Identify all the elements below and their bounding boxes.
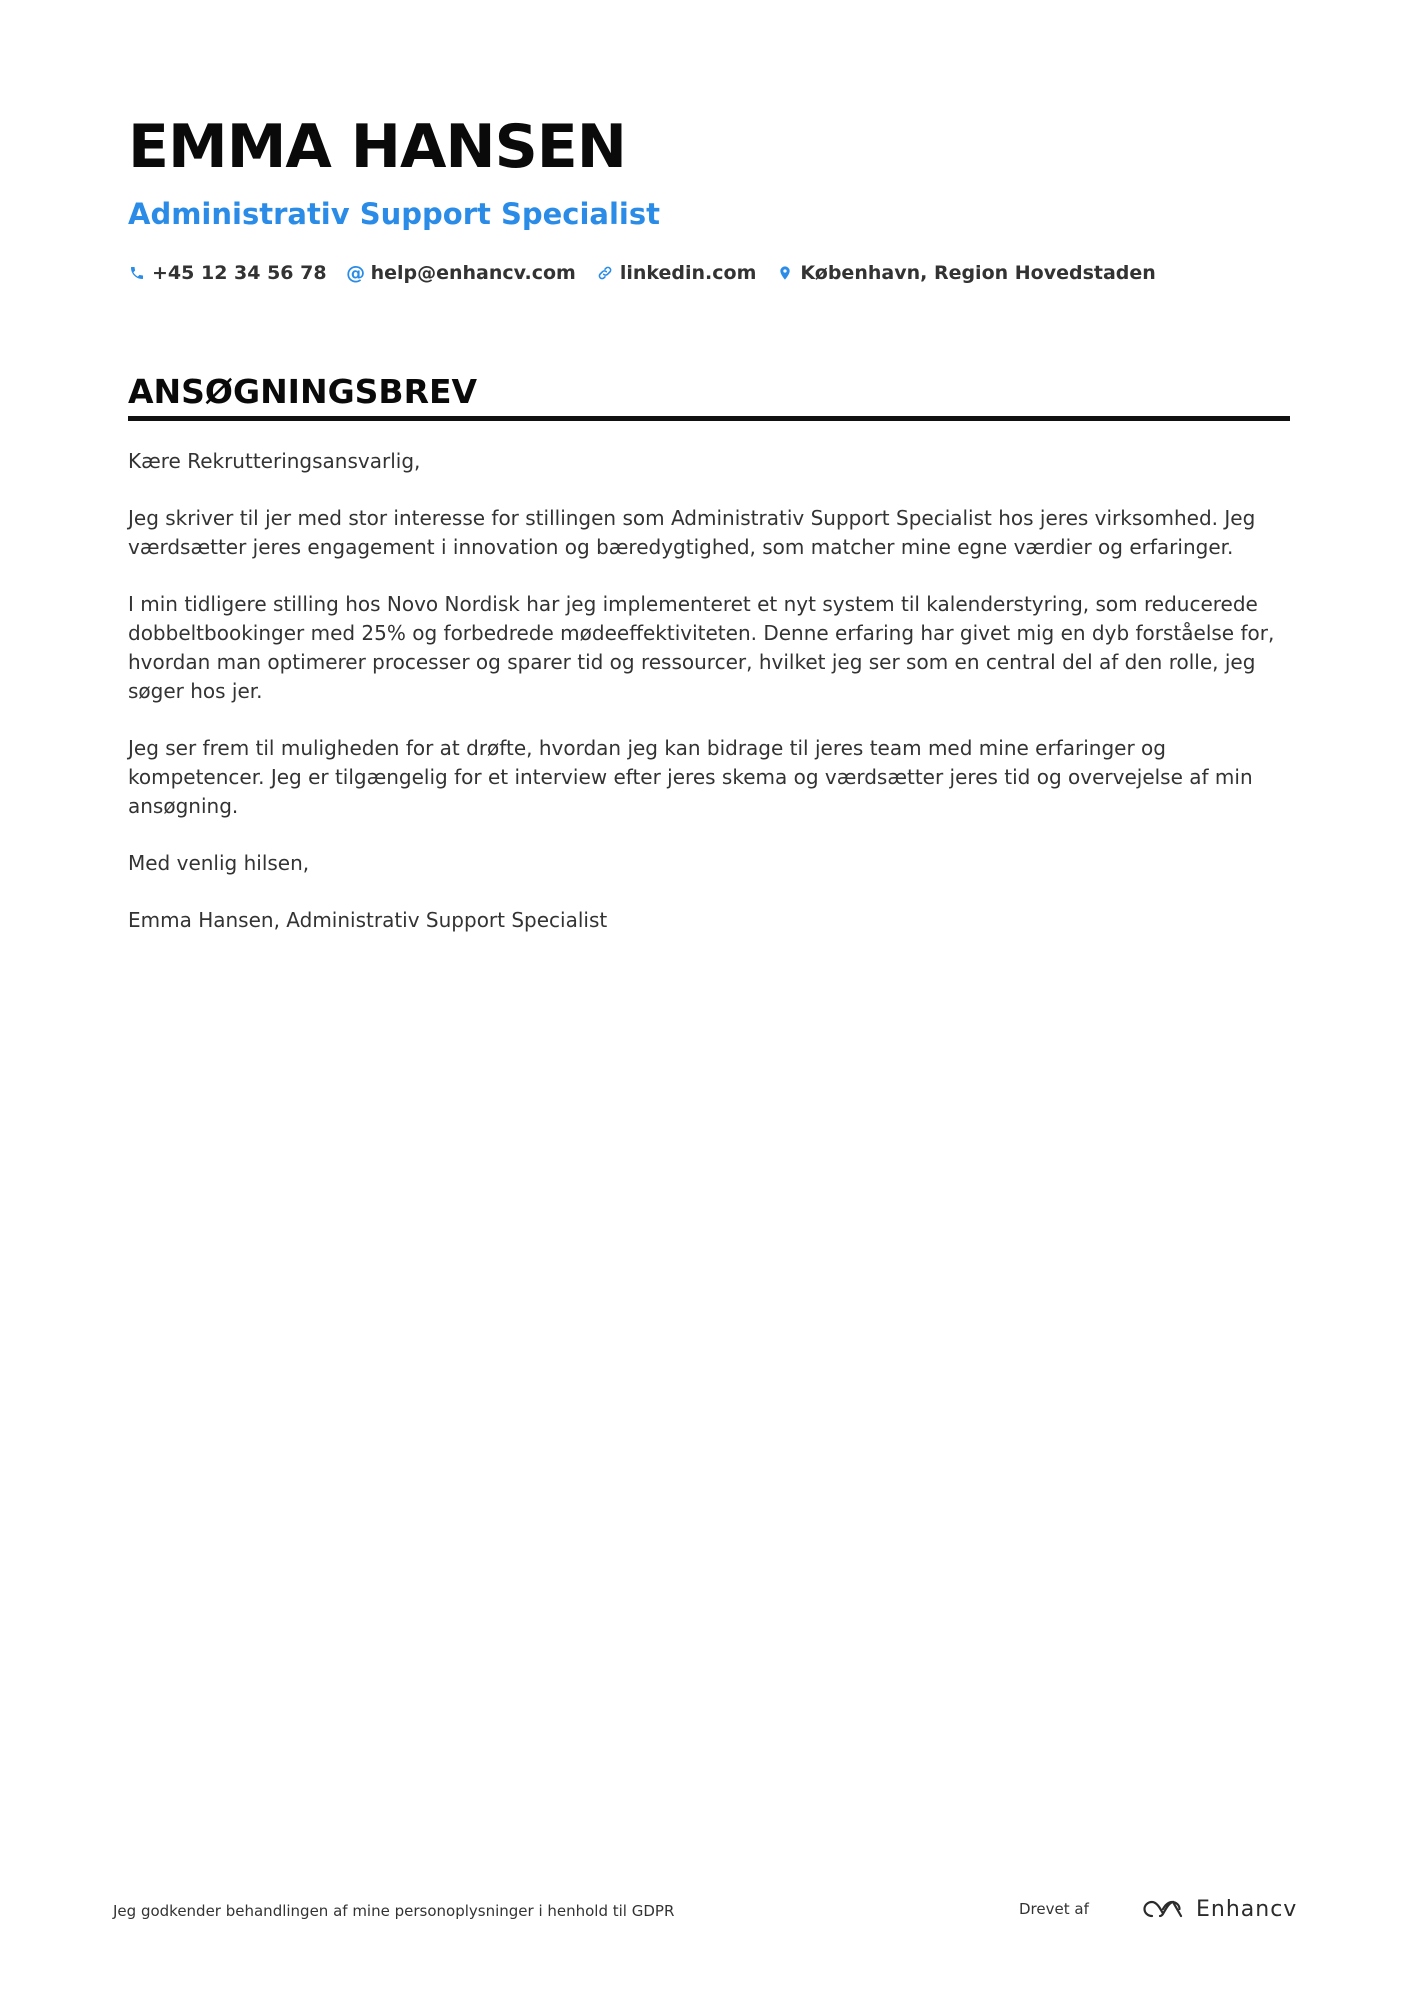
letter-paragraph: I min tidligere stilling hos Novo Nordisk har jeg implementeret et nyt system til kalenderstyring, som reducerede dobbeltbookinger med 25% og forbedrede mødeeffektiviteten. Denne erfaring har givet mig en dyb forståelse for, hvordan man optimerer processer og sparer tid og ressourcer, hvilket jeg ser som en central del af den rolle, jeg søger hos jer. <box>128 592 1275 703</box>
contact-email[interactable] <box>347 262 576 284</box>
letter-body <box>128 447 1290 935</box>
contact-bar <box>128 258 1290 288</box>
contact-linkedin[interactable] <box>596 262 757 284</box>
footer <box>113 1890 1298 1930</box>
at-icon: @ <box>346 262 366 284</box>
contact-phone-text: +45 12 34 56 78 <box>152 262 327 284</box>
contact-email-text: help@enhancv.com <box>370 262 576 284</box>
letter-closing: Med venlig hilsen, <box>128 851 310 875</box>
letter-signature: Emma Hansen, Administrativ Support Specialist <box>128 908 608 932</box>
enhancv-logo-icon <box>1140 1897 1186 1921</box>
link-icon <box>596 264 614 282</box>
letter-salutation: Kære Rekrutteringsansvarlig, <box>128 449 421 473</box>
enhancv-brand-name: Enhancv <box>1196 1896 1298 1922</box>
contact-location <box>776 262 1155 284</box>
contact-location-text: København, Region Hovedstaden <box>800 262 1156 284</box>
gdpr-consent-text: Jeg godkender behandlingen af mine personoplysninger i henhold til GDPR <box>113 1902 675 1920</box>
section-heading: ANSØGNINGSBREV <box>128 372 1290 421</box>
letter-paragraph: Jeg ser frem til muligheden for at drøfte, hvordan jeg kan bidrage til jeres team med mine erfaringer og kompetencer. Jeg er tilgængelig for et interview efter jeres skema og værdsætter jeres tid og overvejelse af min ansøgning. <box>128 736 1253 818</box>
letter-paragraph: Jeg skriver til jer med stor interesse for stillingen som Administrativ Support Specialist hos jeres virksomhed. Jeg værdsætter jeres engagement i innovation og bæredygtighed, som matcher mine egne værdier og erfaringer. <box>128 506 1256 559</box>
contact-linkedin-text: linkedin.com <box>619 262 757 284</box>
location-pin-icon <box>776 264 794 282</box>
powered-by-label: Drevet af <box>1019 1900 1089 1918</box>
phone-icon <box>128 264 146 282</box>
cover-letter-page <box>128 110 1290 963</box>
applicant-name: EMMA HANSEN <box>128 112 627 182</box>
contact-phone[interactable] <box>128 262 327 284</box>
applicant-title: Administrativ Support Specialist <box>128 197 660 231</box>
enhancv-brand[interactable] <box>1140 1892 1297 1926</box>
